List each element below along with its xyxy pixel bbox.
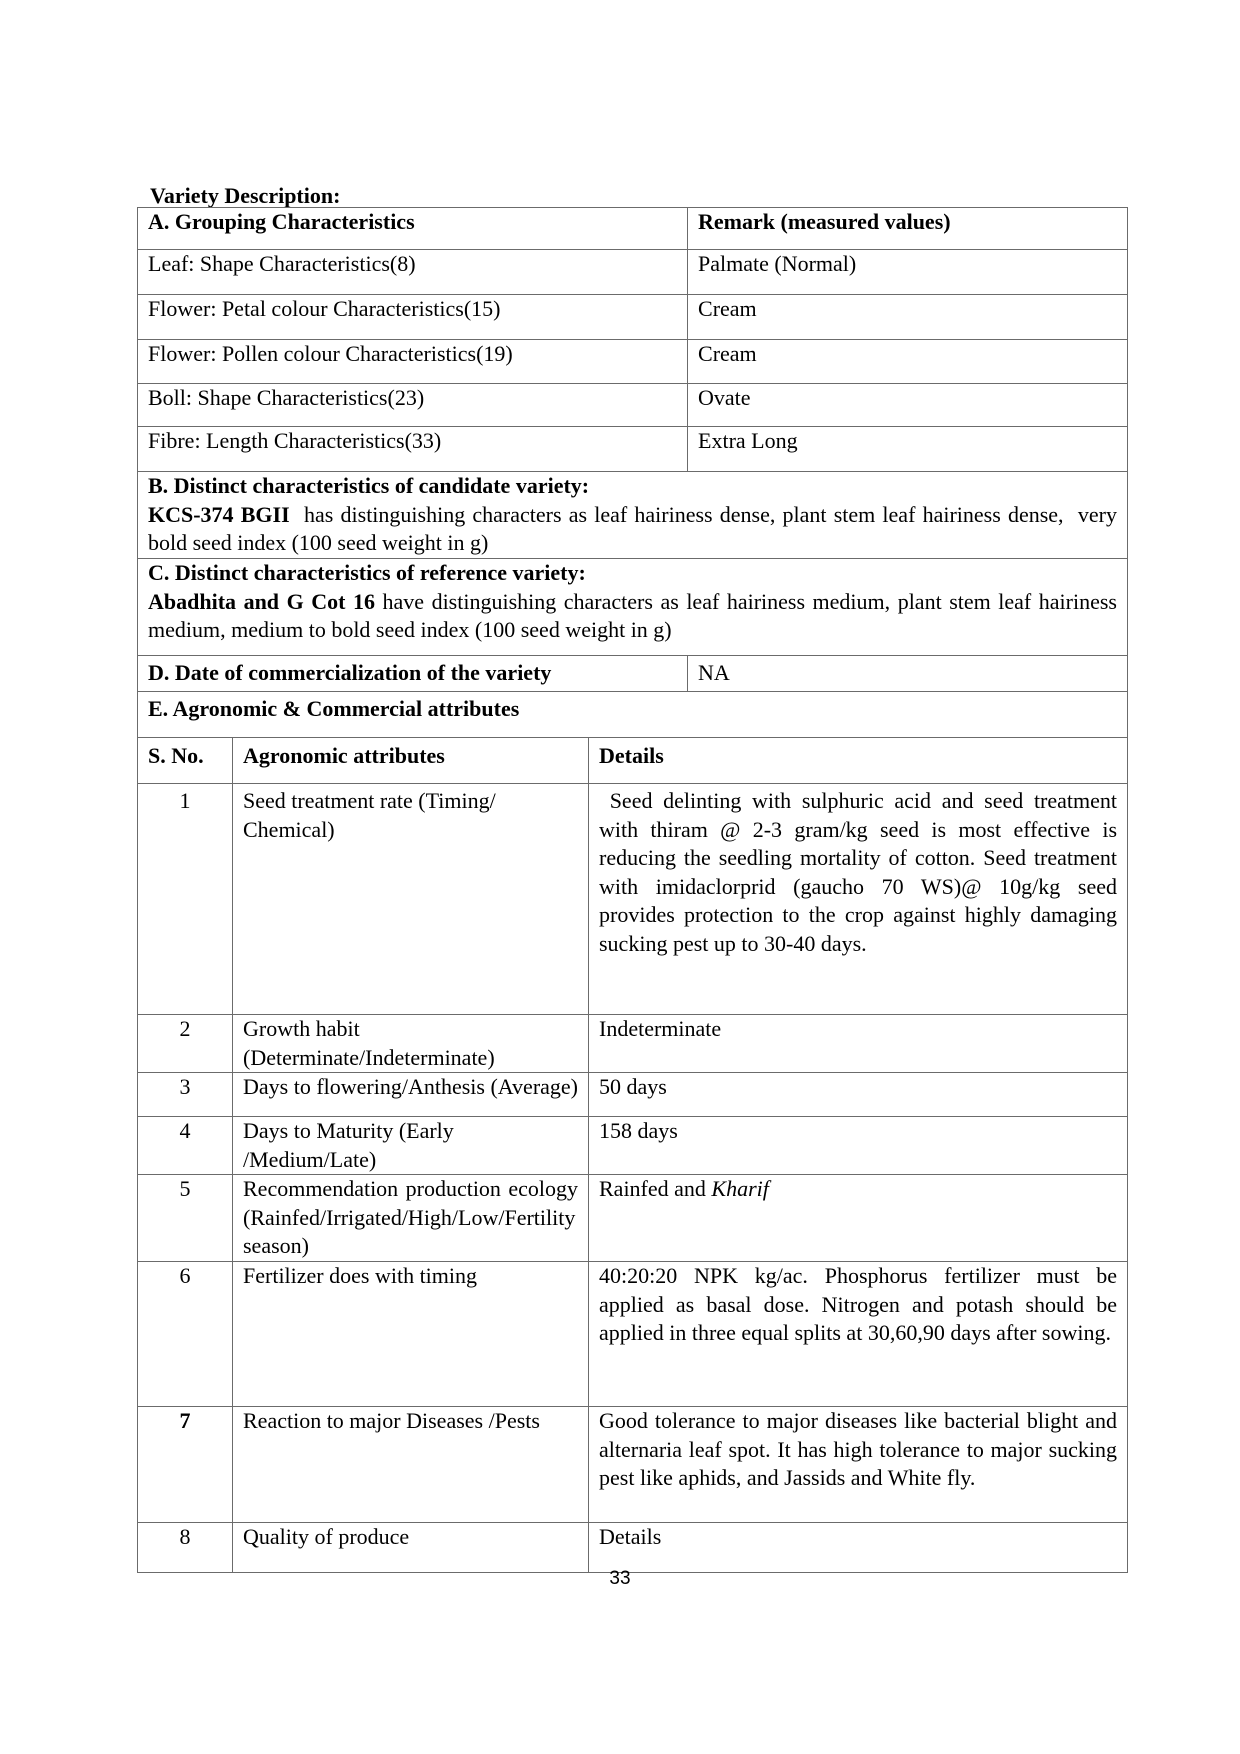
section-b-heading: B. Distinct characteristics of candidate variety: — [148, 473, 590, 498]
attribute-cell: Seed treatment rate (Timing/ Chemical) — [233, 784, 589, 1015]
sno-cell: 8 — [138, 1523, 233, 1573]
details-text: Rainfed and — [599, 1176, 712, 1201]
details-cell: Seed delinting with sulphuric acid and seed treatment with thiram @ 2-3 gram/kg seed is most effective is reducing the seedling mortality of cotton. Seed treatment with imidaclorprid (gaucho 70 WS)@ 10g/kg seed provides protection to the crop against highly damaging sucking pest up to 30-40 days. — [589, 784, 1128, 1015]
candidate-variety-name: KCS-374 BGII — [148, 501, 290, 527]
section-b-body — [148, 501, 1123, 558]
page-number: 33 — [609, 1568, 631, 1589]
attribute-cell: Quality of produce — [233, 1523, 589, 1573]
attribute-cell: Reaction to major Diseases /Pests — [233, 1407, 589, 1523]
section-c-cell — [138, 559, 1128, 656]
table-row — [138, 250, 1128, 295]
section-a-heading: A. Grouping Characteristics — [138, 208, 688, 250]
remark-cell: Palmate (Normal) — [688, 250, 1128, 295]
section-c-row — [138, 559, 1128, 656]
variety-description-table — [137, 207, 1128, 1573]
column-header-details: Details — [589, 738, 1128, 784]
attribute-cell: Recommendation production ecology (Rainfed/Irrigated/High/Low/Fertility season) — [233, 1175, 589, 1262]
table-row — [138, 1523, 1128, 1573]
section-e-column-header-row — [138, 738, 1128, 784]
details-italic-text: Kharif — [711, 1176, 769, 1201]
section-b-cell — [138, 472, 1128, 559]
table-row — [138, 1262, 1128, 1407]
remark-cell: Ovate — [688, 384, 1128, 427]
sno-cell: 4 — [138, 1117, 233, 1175]
remark-cell: Extra Long — [688, 427, 1128, 472]
table-row — [138, 295, 1128, 340]
remark-cell: Cream — [688, 340, 1128, 384]
section-d-row — [138, 656, 1128, 692]
details-cell: Good tolerance to major diseases like bacterial blight and alternaria leaf spot. It has high tolerance to major sucking pest like aphids, and Jassids and White fly. — [589, 1407, 1128, 1523]
section-c-heading: C. Distinct characteristics of reference variety: — [148, 560, 586, 585]
details-cell: 158 days — [589, 1117, 1128, 1175]
attribute-cell: Fertilizer does with timing — [233, 1262, 589, 1407]
reference-variety-name: Abadhita and G Cot 16 — [148, 588, 375, 614]
remark-cell: Cream — [688, 295, 1128, 340]
characteristic-cell: Leaf: Shape Characteristics(8) — [138, 250, 688, 295]
table-row — [138, 340, 1128, 384]
reference-variety-text: have distinguishing characters as leaf hairiness medium, plant stem leaf hairiness medium, medium to bold seed index (100 seed weight in g) — [148, 588, 1117, 642]
attribute-cell: Days to Maturity (Early /Medium/Late) — [233, 1117, 589, 1175]
column-header-sno: S. No. — [138, 738, 233, 784]
details-cell: 50 days — [589, 1073, 1128, 1117]
sno-cell: 2 — [138, 1015, 233, 1073]
section-a-header-row — [138, 208, 1128, 250]
table-row — [138, 384, 1128, 427]
details-cell: Indeterminate — [589, 1015, 1128, 1073]
sno-cell: 7 — [138, 1407, 233, 1523]
details-cell — [589, 1175, 1128, 1262]
section-e-header-row — [138, 692, 1128, 738]
attribute-cell: Days to flowering/Anthesis (Average) — [233, 1073, 589, 1117]
remark-heading: Remark (measured values) — [688, 208, 1128, 250]
section-b-row — [138, 472, 1128, 559]
section-c-body — [148, 588, 1117, 645]
page-title: Variety Description: — [150, 183, 341, 208]
table-row — [138, 1073, 1128, 1117]
section-e-heading: E. Agronomic & Commercial attributes — [138, 692, 1128, 738]
sno-cell: 1 — [138, 784, 233, 1015]
commercialization-date-value: NA — [688, 656, 1128, 692]
table-row — [138, 1117, 1128, 1175]
sno-cell: 5 — [138, 1175, 233, 1262]
details-cell: Details — [589, 1523, 1128, 1573]
table-row — [138, 1015, 1128, 1073]
column-header-attribute: Agronomic attributes — [233, 738, 589, 784]
sno-cell: 3 — [138, 1073, 233, 1117]
table-row — [138, 427, 1128, 472]
characteristic-cell: Flower: Pollen colour Characteristics(19) — [138, 340, 688, 384]
characteristic-cell: Fibre: Length Characteristics(33) — [138, 427, 688, 472]
attribute-cell: Growth habit (Determinate/Indeterminate) — [233, 1015, 589, 1073]
section-d-heading: D. Date of commercialization of the variety — [138, 656, 688, 692]
sno-cell: 6 — [138, 1262, 233, 1407]
characteristic-cell: Boll: Shape Characteristics(23) — [138, 384, 688, 427]
characteristic-cell: Flower: Petal colour Characteristics(15) — [138, 295, 688, 340]
table-row — [138, 1407, 1128, 1523]
table-row — [138, 1175, 1128, 1262]
details-cell: 40:20:20 NPK kg/ac. Phosphorus fertilizer must be applied as basal dose. Nitrogen and potash should be applied in three equal splits at 30,60,90 days after sowing. — [589, 1262, 1128, 1407]
table-row — [138, 784, 1128, 1015]
candidate-variety-text: has distinguishing characters as leaf hairiness dense, plant stem leaf hairiness dense, very bold seed index (100 seed weight in g) — [148, 501, 1123, 555]
